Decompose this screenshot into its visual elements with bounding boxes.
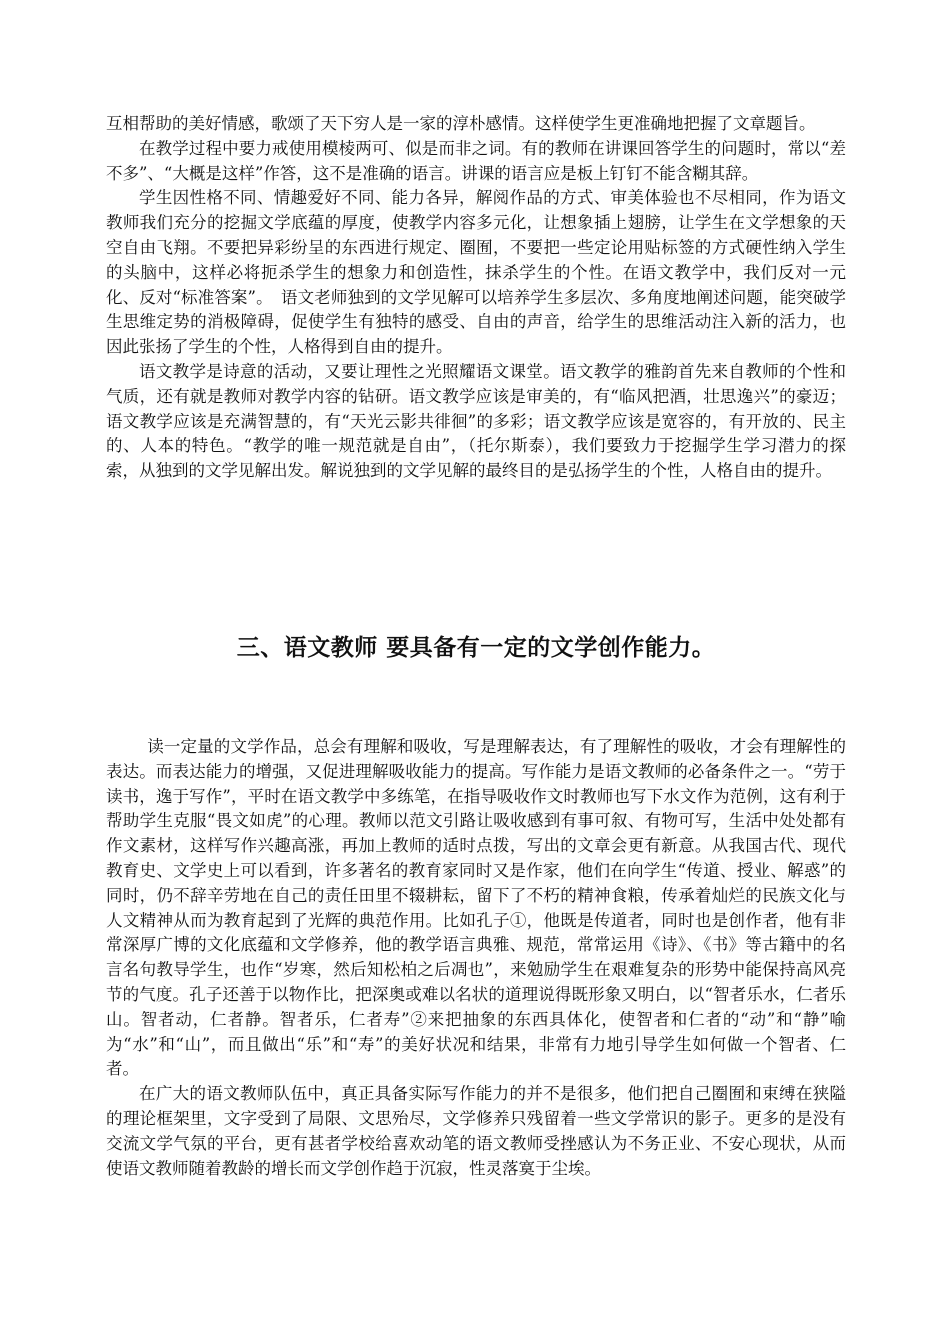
paragraph-teacher-writing-status: 在广大的语文教师队伍中，真正具备实际写作能力的并不是很多，他们把自己圈囿和束缚在狭隘的理论框架里，文字受到了局限、文思殆尽，文学修养只残留着一些文学常识的影子。更多的是没有交流文学气氛的平台，更有甚者学校给喜欢动笔的语文教师受挫感认为不务正业、不安心现状，从而使语文教师随着教龄的增长而文学创作趋于沉寂，性灵落寞于尘埃。 <box>106 1084 846 1178</box>
paragraph-continuation: 互相帮助的美好情感，歌颂了天下穷人是一家的淳朴感情。这样使学生更准确地把握了文章题旨。 <box>106 114 816 133</box>
paragraph-student-individuality: 学生因性格不同、情趣爱好不同、能力各异，解阅作品的方式、审美体验也不尽相同，作为语文教师我们充分的挖掘文学底蕴的厚度，使教学内容多元化，让想象插上翅膀，让学生在文学想象的天空自由飞翔。不要把异彩纷呈的东西进行规定、圈囿，不要把一些定论用贴标签的方式硬性纳入学生的头脑中，这样必将扼杀学生的想象力和创造性，抹杀学生的个性。在语文教学中，我们反对一元化、反对“标准答案”。 语文老师独到的文学见解可以培养学生多层次、多角度地阐述问题，能突破学生思维定势的消极障碍，促使学生有独特的感受、自由的声音，给学生的思维活动注入新的活力，也因此张扬了学生的个性，人格得到自由的提升。 <box>106 188 846 357</box>
top-text-block <box>106 112 846 484</box>
paragraph-poetic-teaching: 语文教学是诗意的活动，又要让理性之光照耀语文课堂。语文教学的雅韵首先来自教师的个性和气质，还有就是教师对教学内容的钻研。语文教学应该是审美的，有“临风把酒，壮思逸兴”的豪迈；语文教学应该是充满智慧的，有“天光云影共徘徊”的多彩；语文教学应该是宽容的，有开放的、民主的、人本的特色。“教学的唯一规范就是自由”，（托尔斯泰），我们要致力于挖掘学生学习潜力的探索，从独到的文学见解出发。解说独到的文学见解的最终目的是弘扬学生的个性，人格自由的提升。 <box>106 361 846 481</box>
paragraph-writing-ability: 读一定量的文学作品，总会有理解和吸收，写是理解表达，有了理解性的吸收，才会有理解性的表达。而表达能力的增强，又促进理解吸收能力的提高。写作能力是语文教师的必备条件之一。“劳于读书，逸于写作”，平时在语文教学中多练笔，在指导吸收作文时教师也写下水文作为范例，这有利于帮助学生克服“畏文如虎”的心理。教师以范文引路让吸收感到有事可叙、有物可写，生活中处处都有作文素材，这样写作兴趣高涨，再加上教师的适时点拨，写出的文章会更有新意。从我国古代、现代教育史、文学史上可以看到，许多著名的教育家同时又是作家，他们在向学生“传道、授业、解惑”的同时，仍不辞辛劳地在自己的责任田里不辍耕耘，留下了不朽的精神食粮，传承着灿烂的民族文化与人文精神从而为教育起到了光辉的典范作用。比如孔子①，他既是传道者，同时也是创作者，他有非常深厚广博的文化底蕴和文学修养，他的教学语言典雅、规范，常常运用《诗》、《书》等古籍中的名言名句教导学生，也作“岁寒，然后知松柏之后凋也”，来勉励学生在艰难复杂的形势中能保持高风亮节的气度。孔子还善于以物作比，把深奥或难以名状的道理说得既形象又明白，以“智者乐水，仁者乐山。智者动，仁者静。智者乐，仁者寿”②来把抽象的东西具体化，使智者和仁者的“动”和“静”喻为“水”和“山”，而且做出“乐”和“寿”的美好状况和结果，非常有力地引导学生如何做一个智者、仁者。 <box>106 737 846 1079</box>
section-text-block <box>106 735 846 1181</box>
section-heading: 三、语文教师 要具备有一定的文学创作能力。 <box>236 635 716 661</box>
paragraph-precise-language: 在教学过程中要力戒使用模棱两可、似是而非之词。有的教师在讲课回答学生的问题时，常以“差不多”、“大概是这样”作答，这不是准确的语言。讲课的语言应是板上钉钉不能含糊其辞。 <box>106 138 846 183</box>
